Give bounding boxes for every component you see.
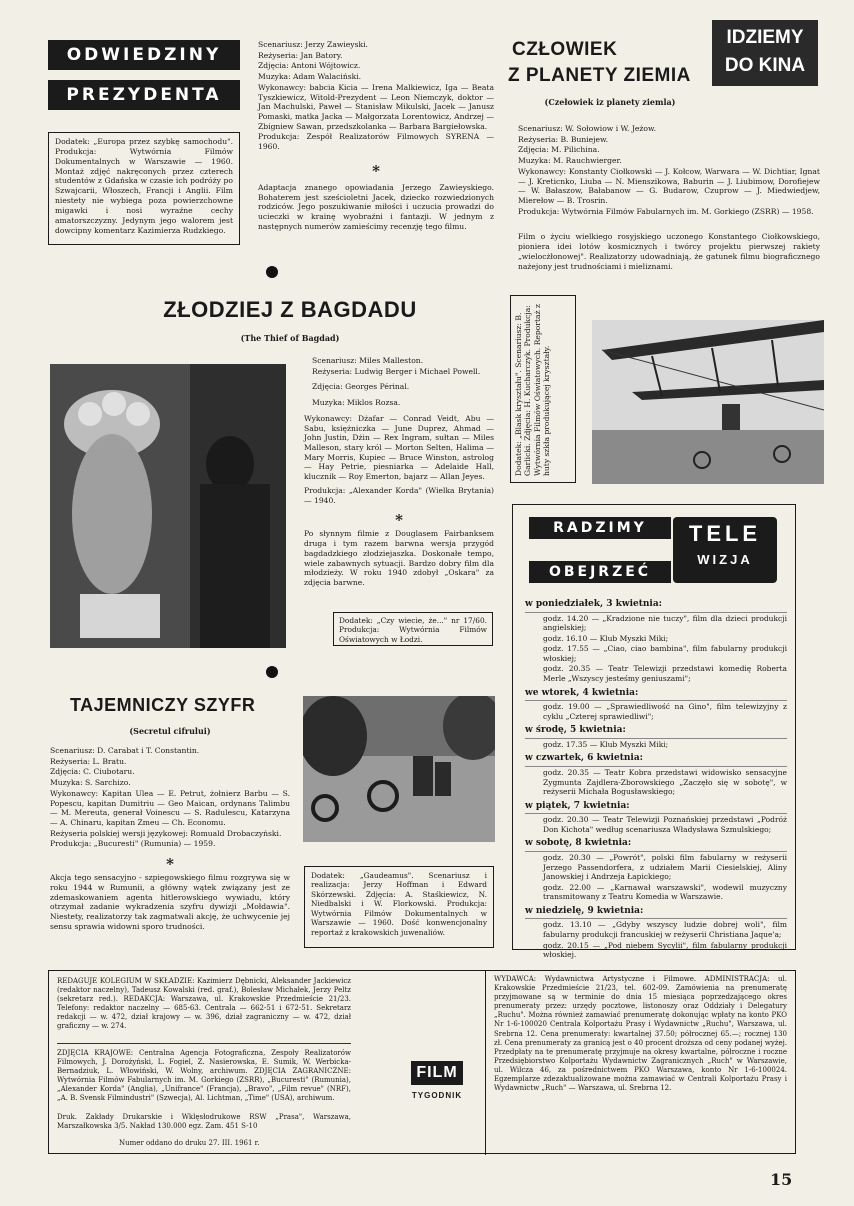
tv-entry: godz. 22.00 — „Karnawał warszawski", wodewil muzyczny transmitowany z Teatru Komedia w Warszawie.	[543, 882, 787, 902]
credit-line: Produkcja: „Alexander Korda" (Wielka Brytania) — 1940.	[304, 485, 494, 505]
tajemniczy-subtitle: (Secretul cifrului)	[129, 726, 211, 736]
prezydent-title-line1: ODWIEDZINY	[48, 40, 240, 70]
prezydent-credits	[258, 40, 494, 233]
czlowiek-title-line1: CZŁOWIEK	[512, 39, 618, 60]
tv-day-heading: w środę, 5 kwietnia:	[525, 725, 787, 739]
prezydent-dodatek-text: Dodatek: „Europa przez szybkę samochodu". Produkcja: Wytwórnia Filmów Dokumentalnych w Warszawie — 1960. Montaż zdjęć nakręconych przez czterech studentów z Gdańska w czasie ich podróży po Szwajcarii, Włoszech, Francji i Anglii. Film niestety nie wybiega poza powierzchowne migawki i nosi wyraźne cechy amatorszczyzny. Jedynym jego walorem jest dowcipny komentarz Kazimierza Rudzkiego.	[55, 137, 233, 235]
tv-entry: godz. 14.20 — „Kradzione nie tuczy", film dla dzieci produkcji angielskiej;	[543, 613, 787, 633]
page-number: 15	[770, 1170, 793, 1189]
biplane-illustration	[592, 320, 824, 484]
tv-day-heading: we wtorek, 4 kwietnia:	[525, 688, 787, 702]
logo-line2: DO KINA	[724, 55, 806, 76]
footer-redakcja: REDAGUJE KOLEGIUM W SKŁADZIE: Kazimierz Dębnicki, Aleksander Jackiewicz (redaktor naczelny), Tadeusz Kowalski (red. graf.), Bolesław Michałek, Jerzy Peltz (sekretarz red.). REDAKCJA: Warszawa, ul. Krakowskie Przedmieście 21/23. Telefony: redaktor naczelny — 685-63. Centrala — 662-51 i 672-51. Sekretarz redakcji — w. 472, dział krajowy — w. 396, dział zagraniczny — w. 472, dział graficzny — w. 274.	[57, 977, 351, 1031]
credit-line: Produkcja: Wytwórnia Filmów Fabularnych im. M. Gorkiego (ZSRR) — 1958.	[518, 206, 814, 216]
zlodziej-credits	[304, 356, 494, 589]
tv-schedule	[525, 595, 787, 960]
footer-druk: Druk. Zakłady Drukarskie i Wklęsłodrukowe RSW „Prasa", Warszawa, Marszałkowska 3/5. Nakład 130.000 egz. Zam. 451 S-10	[57, 1113, 351, 1131]
tv-entry: godz. 20.35 — Teatr Telewizji przedstawi komedię Roberta Merle „Wszyscy jesteśmy geniuszami";	[543, 664, 787, 684]
tv-entry: godz. 20.15 — „Pod niebem Sycylii", film fabularny produkcji włoskiej.	[543, 940, 787, 960]
tygodnik-label: TYGODNIK	[411, 1091, 463, 1101]
blask-krysztalu-text: Dodatek: „Blask kryształu". Scenariusz: B. Garlicki. Zdjęcia: H. Kucharczyk. Produkcja: Wytwórnia Filmów Oświatowych. Reportaż z huty szkła produkującej kryształy.	[514, 304, 552, 476]
tv-entry: godz. 13.10 — „Gdyby wszyscy ludzie dobrej woli", film fabularny produkcji francuskiej w reżyserii Christiana Jaque'a;	[543, 920, 787, 940]
zlodziej-dodatek-box	[333, 612, 493, 646]
credit-line: Reżyseria polskiej wersji językowej: Romuald Drobaczyński.	[50, 828, 282, 838]
credit-line: Zdjęcia: Georges Périnal.	[312, 382, 410, 392]
credit-line: Wykonawcy: Dżafar — Conrad Veidt, Abu — Sabu, księżniczka — June Duprez, Ahmad — John Justin, Dżin — Rex Ingram, sułtan — Miles Malleson, stary król — Morton Selten, Halima — Mary Morris, Kupiec — Bruce Winston, astrolog — Hay Petrie, piesniarka — Adelaide Hall, klucznik — Roy Emerton, bajarz — Allan Jeyes.	[304, 413, 494, 482]
credit-line: Zdjęcia: M. Pilichina.	[518, 145, 600, 155]
footer-wydawca: WYDAWCA: Wydawnictwa Artystyczne i Filmowe. ADMINISTRACJA: ul. Krakowskie Przedmieście 21/23, tel. 602-09. Zamówienia na prenumeratę przyjmowane są w terminie do dnia 15 miesiąca poprzedzającego okres prenumeraty przez: urzędy pocztowe, listonoszy oraz Oddziały i Delegatury „Ruchu". Można również zamawiać prenumeratę dokonując wpłaty na konto PKO Nr 1-6-100020 Centrala Kolportażu Prasy i Wydawnictw „Ruchu", Warszawa, ul. Srebrna 12. Cena prenumeraty: kwartalnej 37.50; półrocznej 65.—; rocznej 130 zł. Cena prenumeraty za granicą jest o 40 procent droższa od ceny podanej wyżej. Przedpłaty na te prenumeratę przyjmuje na okresy kwartalne, półroczne i roczne Przedsiębiorstwo Kolportażu Wydawnictw Zagranicznych „Ruch" w Warszawie, ul. Wilcza 46, za pośrednictwem PKO Warszawa, konto Nr 1-6-100024. Egzemplarze zdezaktualizowane można zamawiać w Centrali Kolportażu Prasy i Wydawnictw „Ruch" — Warszawa, ul. Srebrna 12.	[485, 971, 795, 1155]
footer-box	[48, 970, 796, 1154]
credit-line: Produkcja: Zespół Realizatorów Filmowych SYRENA — 1960.	[258, 132, 494, 152]
czlowiek-title-line2: Z PLANETY ZIEMIA	[508, 65, 691, 86]
footer-zdjecia: ZDJĘCIA KRAJOWE: Centralna Agencja Fotograficzna, Zespoły Realizatorów Filmowych, J. Dorożyński, L. Fogiel, Z. Nasierowska, E. Sumik, W. Werbicka-Bernadziuk, L. Włowiński, W. Wolny, archiwum. ZDJĘCIA ZAGRANICZNE: Wytwórnia Filmów Fabularnych im. M. Gorkiego (ZSRR), „Bucuresti" (Rumunia), „Alexander Korda" (Anglia), „Unifrance" (Francja), „Bravo", „Film revue" (NRF), „A. B. Svensk Filmindustri" (Szwecja), Al. Lichtman, „Time" (USA), archiwum.	[57, 1049, 351, 1103]
tv-entry: godz. 20.30 — „Powrót", polski film fabularny w reżyserii Jerzego Passendorfera, z udziałem Marii Ciesielskiej, Aliny Janowskiej i Andrzeja Łapickiego;	[543, 853, 787, 882]
tv-program-box	[512, 504, 796, 960]
tajemniczy-credits	[50, 746, 290, 933]
tv-day-heading: w niedzielę, 9 kwietnia:	[525, 906, 787, 920]
tv-entry: godz. 17.55 — „Ciao, ciao bambina", film fabularny produkcji włoskiej;	[543, 644, 787, 663]
separator-star: *	[372, 161, 380, 180]
credit-line: Muzyka: Adam Walaciński.	[258, 72, 362, 82]
credit-line: Reżyseria: Ludwig Berger i Michael Powell.	[312, 366, 481, 376]
separator-star: *	[166, 855, 174, 874]
credit-line: Scenariusz: Jerzy Zawieyski.	[258, 40, 368, 49]
credit-line: Muzyka: M. Rauchwierger.	[518, 156, 622, 166]
tv-entry: godz. 19.00 — „Sprawiedliwość na Gino", film telewizyjny z cyklu „Czterej sprawiedliwi";	[543, 702, 787, 721]
credit-line: Produkcja: „Bucuresti" (Rumunia) — 1959.	[50, 839, 216, 849]
statue-photo-illustration	[50, 364, 286, 648]
footer-numer: Numer oddano do druku 27. III. 1961 r.	[119, 1139, 260, 1147]
tajemniczy-dodatek-text: Dodatek: „Gaudeamus". Scenariusz i realizacja: Jerzy Hoffman i Edward Skórzewski. Zdjęcia: A. Staśkiewicz, N. Niedbalski i W. Florkowski. Produkcja: Wytwórnia Filmów Dokumentalnych w Warszawie — 1960. Dość konwencjonalny reportaż z krakowskich juwenaliów.	[311, 871, 487, 937]
tajemniczy-photo	[303, 696, 495, 842]
airplane-photo	[592, 320, 824, 484]
telewizja-logo	[673, 517, 777, 583]
tv-entry: godz. 16.10 — Klub Myszki Miki;	[543, 633, 669, 643]
credit-line: Wykonawcy: babcia Kicia — Irena Malkiewicz, Iga — Beata Tyszkiewicz, Witold-Prezydent — Leon Niemczyk, doktor — Jan Machulski, Paweł — Stanisław Mikulski, Jacek — Janusz Pomaski, matka Jacka — Małgorzata Lorentowicz, Andrzej — Zbigniew Sawan, przedszkolanka — Barbara Bargiełowska.	[258, 82, 494, 131]
tv-heading-line1: RADZIMY	[529, 517, 671, 539]
tajemniczy-dodatek-box	[304, 866, 494, 948]
credit-line: Wykonawcy: Konstanty Ciołkowski — J. Kołcow, Warwara — W. Dichtiar, Ignat — J. Kreticnko, Liuba — N. Mienszikowa, Baburin — J. Liubimow, Dorofiejew — W. Bałaszow, Bałabanow — G. Budarow, Czuprow — J. Miedwiedjew, Mierełow — B. Trosrin.	[518, 166, 820, 206]
tajemniczy-title: TAJEMNICZY SZYFR	[70, 695, 256, 715]
logo-line1: IDZIEMY	[726, 27, 804, 48]
zlodziej-subtitle: (The Thief of Bagdad)	[240, 333, 340, 343]
tv-day-heading: w sobotę, 8 kwietnia:	[525, 838, 787, 852]
czlowiek-review: Film o życiu wielkiego rosyjskiego uczonego Konstantego Ciołkowskiego, pioniera idei lotów kosmicznych i twórcy projektu pierwszej rakiety „wielocżłonowej". Realizatorzy udowadniają, że gatunek filmu biograficznego nażejony jest trudnościami i mieliznami.	[518, 232, 820, 271]
tv-entry: godz. 20.35 — Teatr Kobra przedstawi widowisko sensacyjne Zygmunta Zajdlera-Zborowskiego „Zaczęło się w sobotę", w reżyserii Michała Bogusławskiego;	[543, 768, 787, 797]
credit-line: Wykonawcy: Kapitan Ulea — E. Petrut, żołnierz Barbu — S. Popescu, kapitan Dumitriu — Geo Maican, ordynans Talimbu — M. Mereuta, generał Voinescu — S. Radulescu, Katarzyna — A. Chinaru, kapitan Zmeu — Ch. Economu.	[50, 788, 290, 828]
tajemniczy-review: Akcja tego sensacyjno - szpiegowskiego filmu rozgrywa się w roku 1944 w Rumunii, a główny wątek związany jest ze zdemaskowaniem agenta hitlerowskiego wywiadu, który otrzymał zadanie wykradzenia szyfru dywizji „Mołdawia". Niestety, realizatorzy tak zagmatwali akcję, że uchwycenie jej sensu sprawia widowni sporo trudności.	[50, 873, 290, 931]
tv-logo-line2: WIZJA	[697, 552, 753, 567]
crashed-motorcycle-illustration	[303, 696, 495, 842]
tv-heading-line2: OBEJRZEĆ	[529, 561, 671, 583]
credit-line: Scenariusz: W. Sołowiow i W. Jeżow.	[518, 124, 656, 133]
credit-line: Muzyka: S. Sarchizo.	[50, 778, 131, 788]
separator-star: *	[395, 511, 403, 530]
credit-line: Zdjęcia: C. Ciubotaru.	[50, 767, 135, 777]
czlowiek-credits	[518, 124, 820, 272]
tv-logo-line1: TELE	[688, 521, 762, 546]
footer-divider	[57, 1043, 351, 1044]
credit-line: Muzyka: Miklos Rozsa.	[312, 398, 401, 408]
credit-line: Scenariusz: D. Carabat i T. Constantin.	[50, 746, 200, 755]
prezydent-dodatek-box	[48, 132, 240, 245]
tv-day-heading: w czwartek, 6 kwietnia:	[525, 753, 787, 767]
film-logo: FILM	[411, 1061, 462, 1085]
blask-krysztalu-box	[510, 295, 576, 483]
credit-line: Scenariusz: Miles Malleston.	[312, 356, 424, 365]
zlodziej-title: ZŁODZIEJ Z BAGDADU	[163, 297, 417, 322]
czlowiek-subtitle: (Czełowiek iz planety ziemla)	[544, 97, 676, 107]
section-dot	[266, 666, 278, 678]
credit-line: Reżyseria: Jan Batory.	[258, 50, 343, 60]
tv-entry: godz. 20.30 — Teatr Telewizji Poznańskiej przedstawi „Podróż Don Kichota" według scenariusza Władysława Szmulskiego;	[543, 815, 787, 834]
prezydent-review: Adaptacja znanego opowiadania Jerzego Zawieyskiego. Bohaterem jest sześcioletni Jacek, dziecko rozwiedzionych rodziców. Jego poszukiwanie miłości i uczucia prowadzi do ucieczki w krainę wyobraźni i fantazji. W jednym z następnych numerów zamieścimy recenzję tego filmu.	[258, 182, 494, 231]
section-dot	[266, 266, 278, 278]
zlodziej-review: Po słynnym filmie z Douglasem Fairbanksem druga i tym razem barwna wersja przygód bagdadzkiego złodziejaszka. Doskonałe tempo, wiele zabawnych sytuacji. Bardzo dobry film dla młodzieży. W roku 1940 zdobył „Oskara" za zdjęcia barwne.	[304, 529, 494, 587]
idziemy-do-kina-logo	[712, 20, 818, 86]
credit-line: Reżyseria: B. Buniejew.	[518, 134, 609, 144]
zlodziej-dodatek-text: Dodatek: „Czy wiecie, że..." nr 17/60. Produkcja: Wytwórnia Filmów Oświatowych w Łodzi.	[339, 616, 487, 644]
tv-day-heading: w piątek, 7 kwietnia:	[525, 801, 787, 815]
tv-day-heading: w poniedziałek, 3 kwietnia:	[525, 599, 787, 613]
film-tygodnik-logo	[401, 1061, 473, 1102]
credit-line: Zdjęcia: Antoni Wójtowicz.	[258, 61, 361, 71]
credit-line: Reżyseria: L. Bratu.	[50, 756, 127, 766]
zlodziej-photo	[50, 364, 286, 648]
tv-entry: godz. 17.35 — Klub Myszki Miki;	[543, 739, 669, 749]
prezydent-title-line2: PREZYDENTA	[48, 80, 240, 110]
